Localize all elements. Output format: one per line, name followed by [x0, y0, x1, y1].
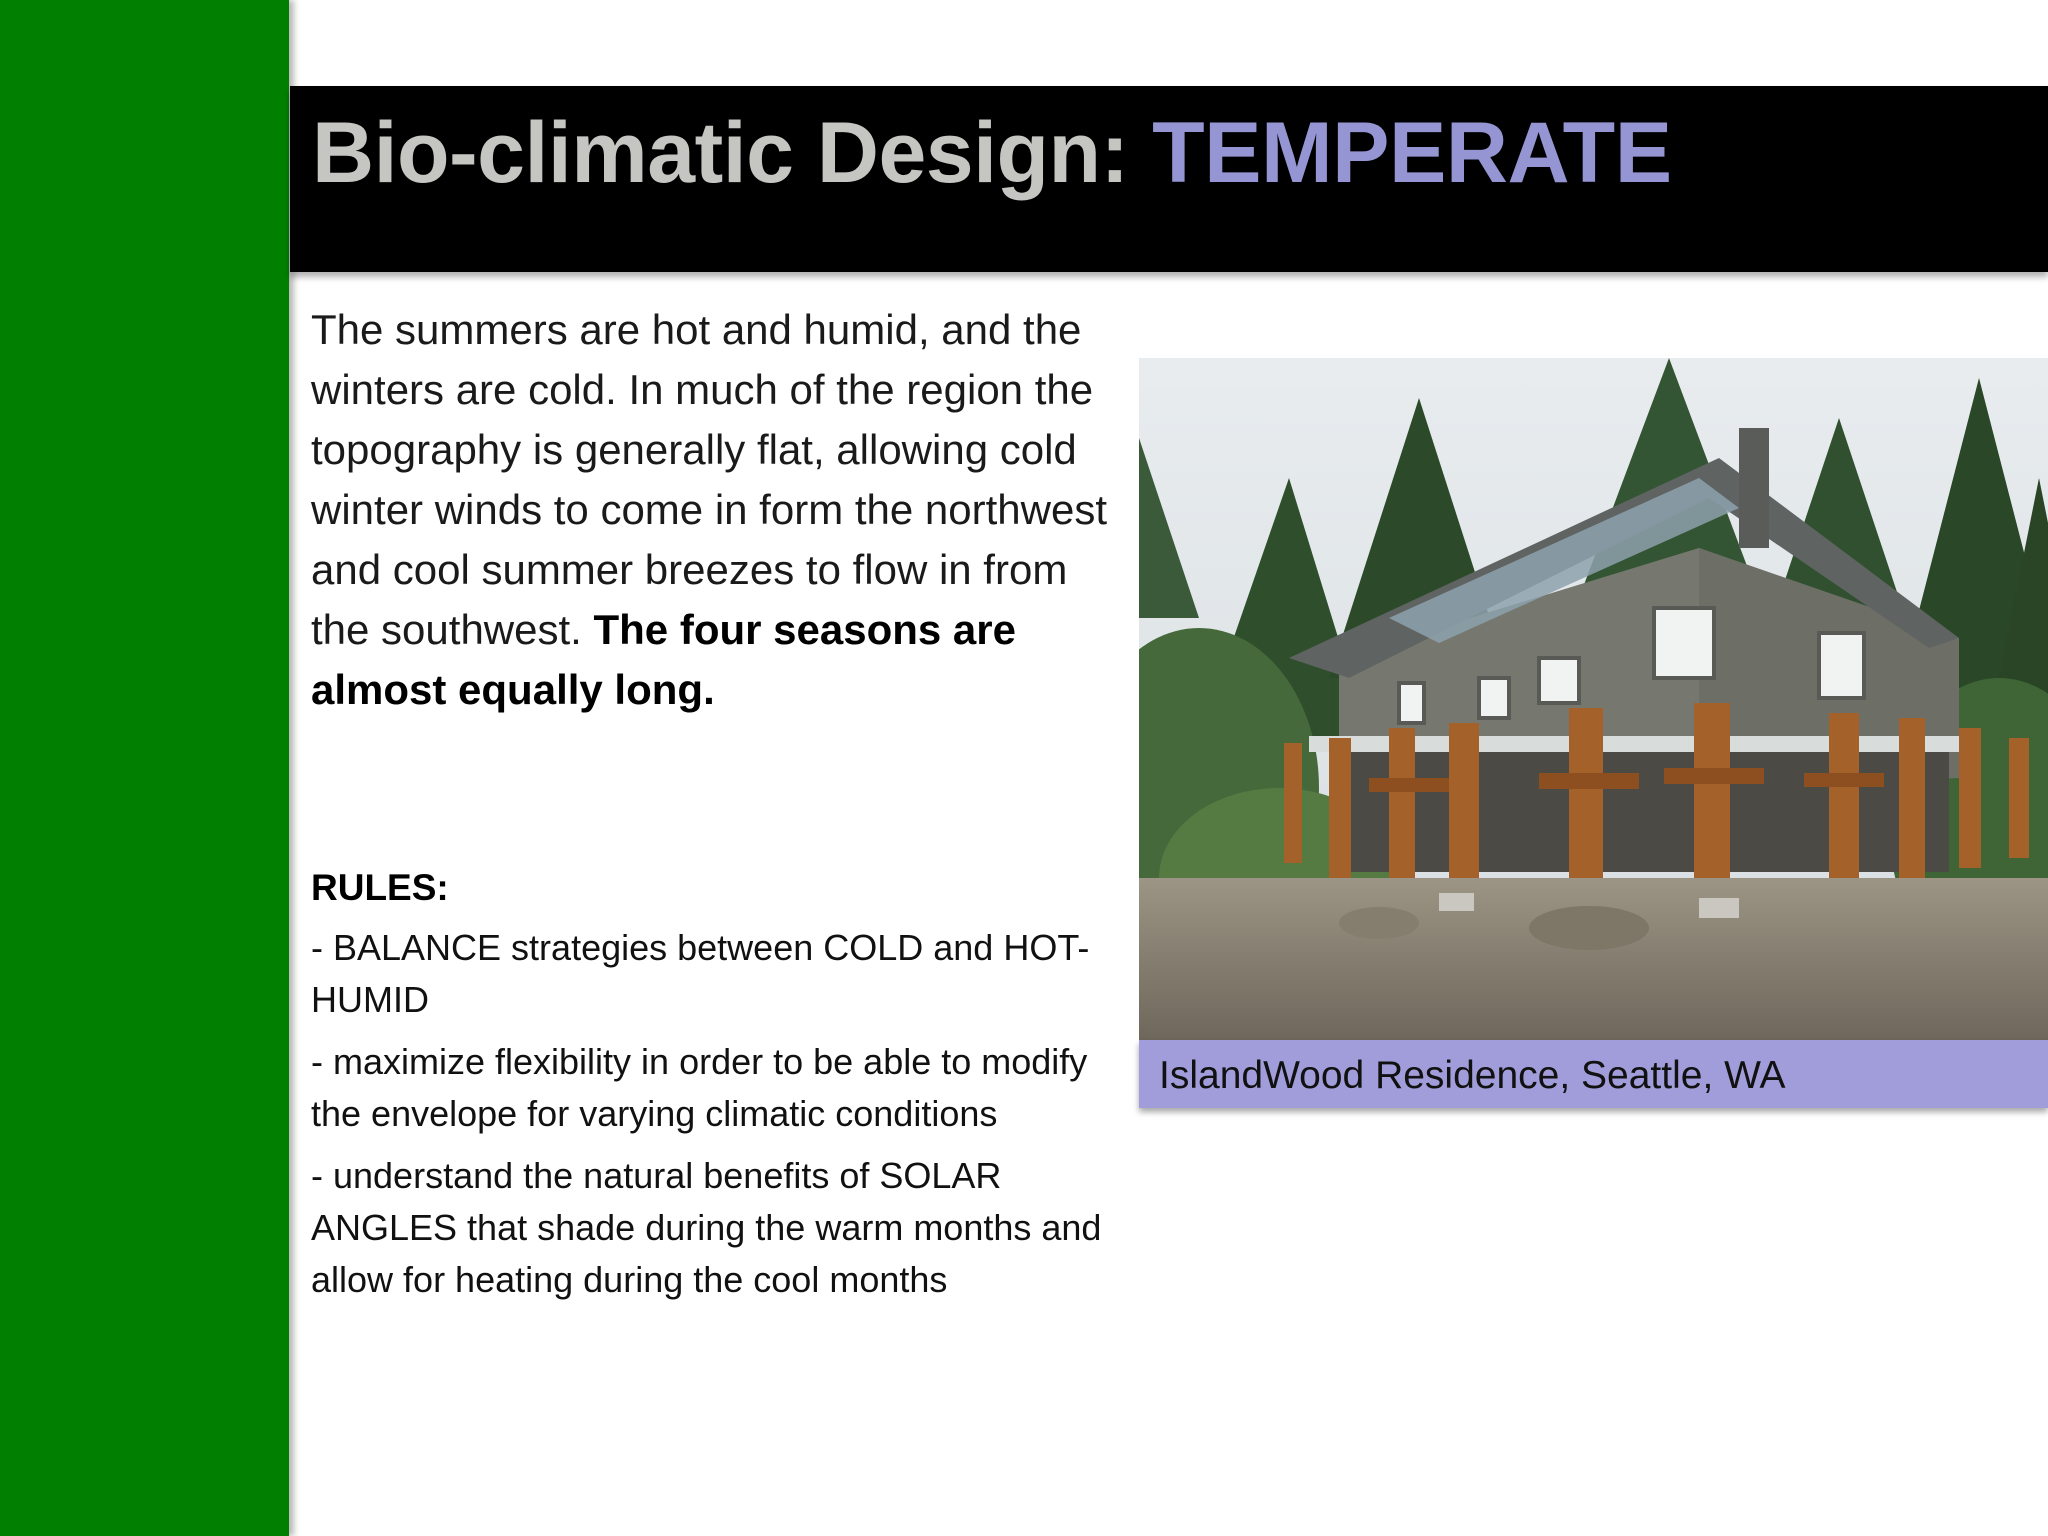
description-bold-text: The four seasons are almost equally long.	[311, 606, 1016, 713]
title-accent: TEMPERATE	[1152, 105, 1672, 201]
rules-list	[311, 922, 1131, 1316]
rule-item: - maximize flexibility in order to be able to modify the envelope for varying climatic conditions	[311, 1041, 1088, 1134]
slide-title	[312, 102, 1672, 205]
climate-description	[311, 300, 1111, 720]
rules-heading: RULES:	[311, 867, 449, 908]
residence-photo	[1139, 358, 2048, 1040]
rule-item: - understand the natural benefits of SOLAR ANGLES that shade during the warm months and allow for heating during the cool months	[311, 1155, 1102, 1300]
green-side-bar	[0, 0, 289, 1536]
rule-item: - BALANCE strategies between COLD and HOT-HUMID	[311, 927, 1090, 1020]
photo-caption: IslandWood Residence, Seattle, WA	[1159, 1054, 1786, 1097]
description-text: The summers are hot and humid, and the winters are cold. In much of the region the topography is generally flat, allowing cold winter winds to come in form the northwest and cool summer breezes to flow in from the southwest.	[311, 306, 1107, 653]
title-main: Bio-climatic Design:	[312, 105, 1153, 201]
caption-bar	[1139, 1040, 2048, 1108]
title-bar	[290, 86, 2048, 272]
